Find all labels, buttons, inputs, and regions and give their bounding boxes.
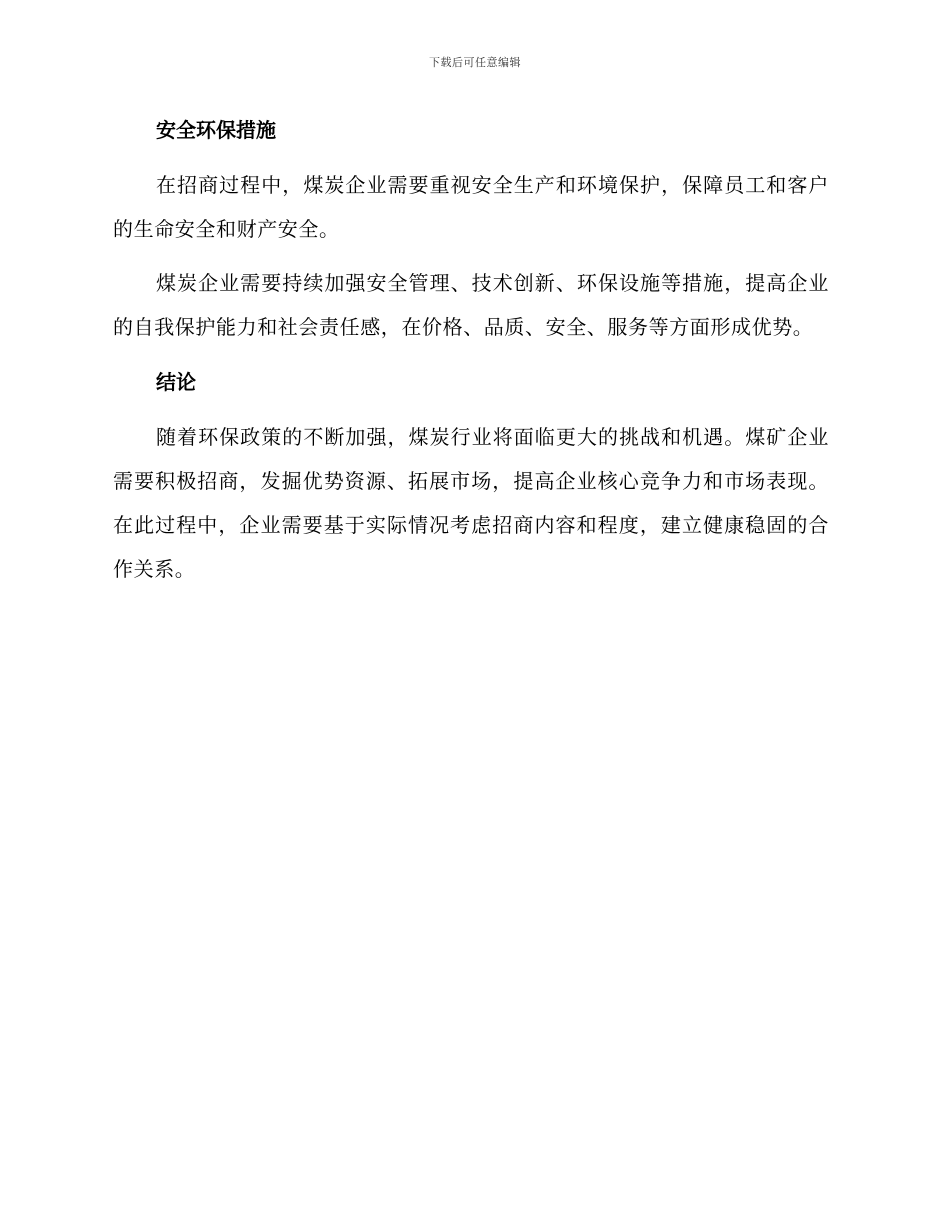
paragraph-conclusion-1: 随着环保政策的不断加强，煤炭行业将面临更大的挑战和机遇。煤矿企业需要积极招商，发掘优势资源、拓展市场，提高企业核心竞争力和市场表现。在此过程中，企业需要基于实际情况考虑招商内容和程度，建立健康稳固的合作关系。 xyxy=(113,425,829,581)
page-header-note: 下载后可任意编辑 xyxy=(429,56,521,69)
section-heading-safety: 安全环保措施 xyxy=(156,118,276,142)
paragraph-safety-2: 煤炭企业需要持续加强安全管理、技术创新、环保设施等措施，提高企业的自我保护能力和社会责任感，在价格、品质、安全、服务等方面形成优势。 xyxy=(113,271,829,339)
paragraph-safety-1: 在招商过程中，煤炭企业需要重视安全生产和环境保护，保障员工和客户的生命安全和财产安全。 xyxy=(113,173,829,241)
document-body xyxy=(113,112,829,591)
section-heading-conclusion: 结论 xyxy=(156,370,196,394)
